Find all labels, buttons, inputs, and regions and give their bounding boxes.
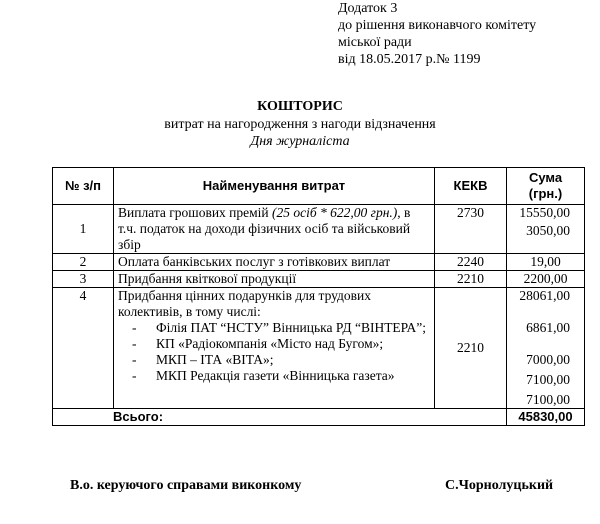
list-item-text: КП «Радіокомпанія «Місто над Бугом»;: [156, 336, 384, 351]
row-sum: 2200,00: [507, 271, 585, 288]
list-item-text: МКП – ІТА «ВІТА»;: [156, 352, 274, 367]
row-sum-item: 7100,00: [526, 372, 570, 387]
header-sum: Сума (грн.): [507, 168, 585, 205]
row-sum-item: 6861,00: [526, 320, 570, 335]
signature-position: В.о. керуючого справами виконкому: [70, 478, 302, 493]
list-item-text: Філія ПАТ “НСТУ” Вінницька РД “ВІНТЕРА”;: [156, 320, 426, 335]
table-row: [53, 254, 585, 271]
header-num: № з/п: [53, 168, 114, 205]
row-name: [114, 288, 435, 409]
row-sum: 19,00: [507, 254, 585, 271]
document-subtitle: витрат на нагородження з нагоди відзначення: [164, 117, 436, 132]
document-subtitle-occasion: Дня журналіста: [250, 134, 350, 149]
list-item: - МКП – ІТА «ВІТА»;: [132, 352, 274, 367]
row-num: 1: [53, 205, 114, 254]
table-total-row: [53, 409, 585, 426]
table-row: [53, 205, 585, 254]
row-sum-item: 7100,00: [526, 392, 570, 407]
row-name: Оплата банківських послуг з готівкових виплат: [114, 254, 435, 271]
list-item: - КП «Радіокомпанія «Місто над Бугом»;: [132, 336, 384, 351]
appendix-line-3: міської ради: [338, 35, 412, 50]
row-name-text: Виплата грошових премій: [118, 205, 273, 220]
row-name: Придбання квіткової продукції: [114, 271, 435, 288]
row-kekv: 2210: [435, 271, 507, 288]
appendix-header: [338, 0, 536, 68]
row-num: 4: [53, 288, 114, 409]
table-row: [53, 288, 585, 409]
row-sum-main: 28061,00: [519, 288, 570, 303]
total-label: Всього:: [53, 409, 507, 426]
row-kekv: 2210: [435, 288, 507, 409]
appendix-line-2: до рішення виконавчого комітету: [338, 18, 537, 33]
row-name-detail: в т.ч. податок на доходи фізичних осіб та військовий збір: [118, 205, 411, 252]
row-sum: [507, 288, 585, 409]
estimate-table: [52, 167, 585, 426]
list-item: - Філія ПАТ “НСТУ” Вінницька РД “ВІНТЕРА”;: [132, 320, 426, 335]
row-sum-main: 15550,00: [519, 205, 570, 220]
row-kekv: 2730: [435, 205, 507, 254]
total-sum: 45830,00: [507, 409, 585, 426]
row-num: 2: [53, 254, 114, 271]
table-row: [53, 271, 585, 288]
row-name-text: Придбання цінних подарунків для трудових колективів, в тому числі:: [118, 288, 372, 319]
row-sum-item: 7000,00: [526, 352, 570, 367]
list-item-text: МКП Редакція газети «Вінницька газета»: [156, 368, 395, 383]
row-sum-tax: 3050,00: [526, 223, 570, 238]
header-name: Найменування витрат: [114, 168, 435, 205]
signature-name: С.Чорнолуцький: [445, 478, 554, 493]
appendix-line-4: від 18.05.2017 р.№ 1199: [338, 52, 481, 67]
row-num: 3: [53, 271, 114, 288]
header-kekv: КЕКВ: [435, 168, 507, 205]
row-kekv: 2240: [435, 254, 507, 271]
row-sum: [507, 205, 585, 254]
row-name: [114, 205, 435, 254]
row-name-comma: ,: [397, 205, 401, 220]
appendix-line-1: Додаток 3: [338, 1, 398, 16]
list-item: - МКП Редакція газети «Вінницька газета»: [132, 368, 395, 383]
row-name-italic: (25 осіб * 622,00 грн.): [272, 205, 398, 220]
table-header-row: [53, 168, 585, 205]
document-title: КОШТОРИС: [257, 99, 343, 114]
